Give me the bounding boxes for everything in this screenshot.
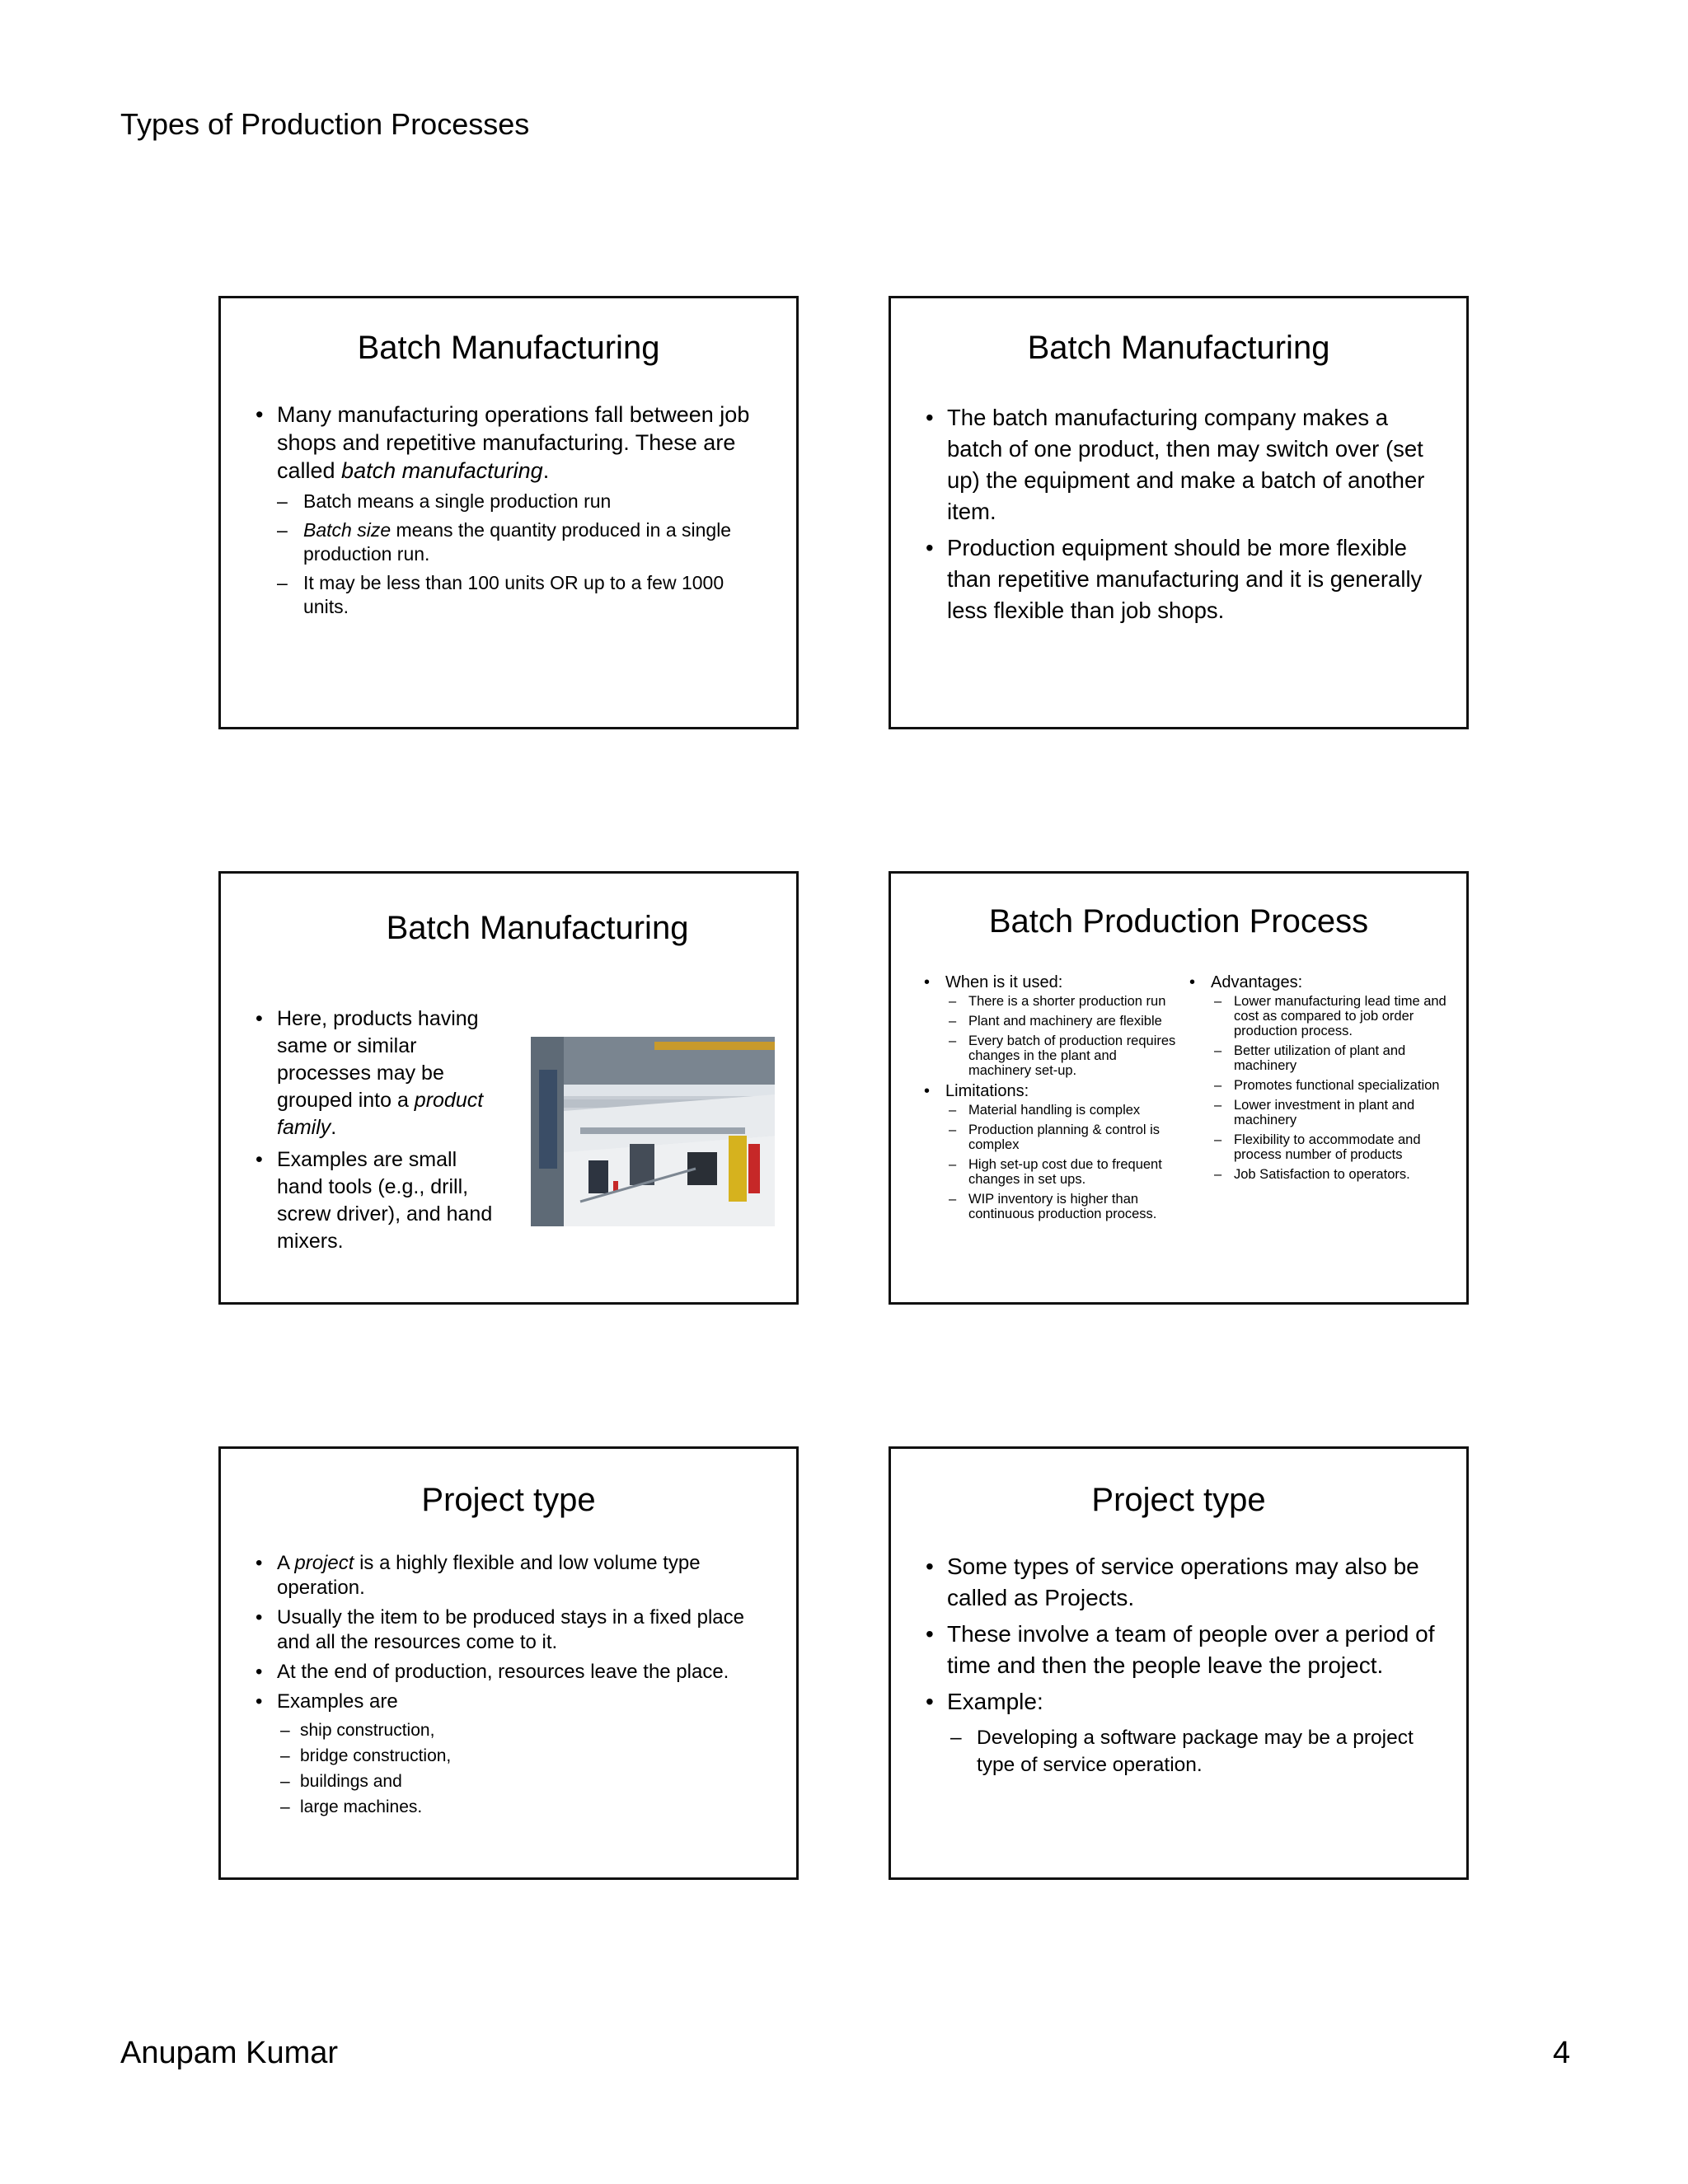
sub-bullet-item: – bridge construction, [277,1743,738,1769]
bullet-item: • Many manufacturing operations fall between job shops and repetitive manufacturing. These are called batch manufacturing. [252,401,773,485]
right-column [1186,972,1450,1182]
bullet-item: • When is it used: [921,972,1176,992]
sub-bullet-item: – buildings and [277,1769,738,1794]
slide-title: Batch Manufacturing [1027,330,1330,366]
slide-project-type-1 [218,1446,799,1880]
bullet-list [252,401,773,485]
bullet-item: • Examples are [252,1690,780,1714]
slide-title: Batch Manufacturing [386,910,689,946]
bullet-list [922,1551,1450,1718]
bullet-item: • Example: [922,1686,1450,1718]
slide-title: Project type [1091,1482,1266,1518]
bullet-item: • Advantages: [1186,972,1450,992]
bullet-list [252,1551,780,1714]
footer-author: Anupam Kumar [120,2036,339,2070]
sub-bullet-item: – Lower manufacturing lead time and cost as compared to job order production process. [1211,994,1450,1038]
bullet-item: • Usually the item to be produced stays in a fixed place and all the resources come to it. [252,1605,780,1655]
slide-batch-manufacturing-2 [889,296,1469,729]
sub-bullet-item: – WIP inventory is higher than continuous production process. [945,1192,1176,1221]
sub-bullet-list [945,1103,1176,1221]
bullet-list [922,402,1447,626]
sub-bullet-item: – High set-up cost due to frequent changes in set ups. [945,1157,1176,1187]
sub-bullet-item: – Lower investment in plant and machinery [1211,1098,1450,1127]
sub-bullet-item: – large machines. [277,1794,738,1820]
left-column [921,972,1176,1221]
sub-bullet-list [277,490,771,619]
bullet-item: • The batch manufacturing company makes a batch of one product, then may switch over (set up) the equipment and make a batch of another item. [922,402,1447,527]
sub-bullet-item: – Plant and machinery are flexible [945,1014,1176,1029]
sub-bullet-list [1211,994,1450,1182]
slide-title: Batch Manufacturing [357,330,660,366]
slide-title: Project type [421,1482,596,1518]
slide-project-type-2 [889,1446,1469,1880]
sub-bullet-item: – Flexibility to accommodate and process number of products [1211,1132,1450,1162]
sub-bullet-item: – There is a shorter production run [945,994,1176,1009]
bullet-list [252,1005,499,1255]
slide-batch-manufacturing-3 [218,871,799,1305]
bullet-item: • Production equipment should be more flexible than repetitive manufacturing and it is generally less flexible than job shops. [922,532,1447,626]
slide-title: Batch Production Process [988,903,1369,940]
sub-bullet-list [277,1718,738,1820]
sub-bullet-item: – Better utilization of plant and machinery [1211,1043,1450,1073]
slide-batch-production-process [889,871,1469,1305]
bullet-item: • Limitations: [921,1081,1176,1101]
sub-bullet-item: – Job Satisfaction to operators. [1211,1167,1450,1182]
bullet-item: • At the end of production, resources leave the place. [252,1660,780,1685]
sub-bullet-item: – It may be less than 100 units OR up to a few 1000 units. [277,571,771,619]
page-header-title: Types of Production Processes [120,107,530,141]
bullet-list [921,972,1176,992]
sub-bullet-list [950,1724,1445,1779]
bullet-item: • A project is a highly flexible and low volume type operation. [252,1551,780,1601]
factory-illustration [531,1037,775,1226]
slide-batch-manufacturing-1 [218,296,799,729]
sub-bullet-item: – Developing a software package may be a project type of service operation. [950,1724,1445,1779]
page-number: 4 [1553,2036,1571,2070]
sub-bullet-item: – Material handling is complex [945,1103,1176,1118]
bullet-list [1186,972,1450,992]
bullet-item: • Some types of service operations may also be called as Projects. [922,1551,1450,1614]
sub-bullet-item: – ship construction, [277,1718,738,1743]
sub-bullet-item: – Production planning & control is complex [945,1122,1176,1152]
sub-bullet-item: – Promotes functional specialization [1211,1078,1450,1093]
bullet-item: • Examples are small hand tools (e.g., drill, screw driver), and hand mixers. [252,1146,499,1255]
sub-bullet-item: – Batch means a single production run [277,490,771,513]
bullet-item: • These involve a team of people over a period of time and then the people leave the project. [922,1619,1450,1681]
bullet-list [921,1081,1176,1101]
sub-bullet-item: – Batch size means the quantity produced in a single production run. [277,518,771,566]
sub-bullet-list [945,994,1176,1078]
bullet-item: • Here, products having same or similar processes may be grouped into a product family. [252,1005,499,1141]
sub-bullet-item: – Every batch of production requires changes in the plant and machinery set-up. [945,1033,1176,1078]
factory-production-line-photo [531,1037,775,1226]
